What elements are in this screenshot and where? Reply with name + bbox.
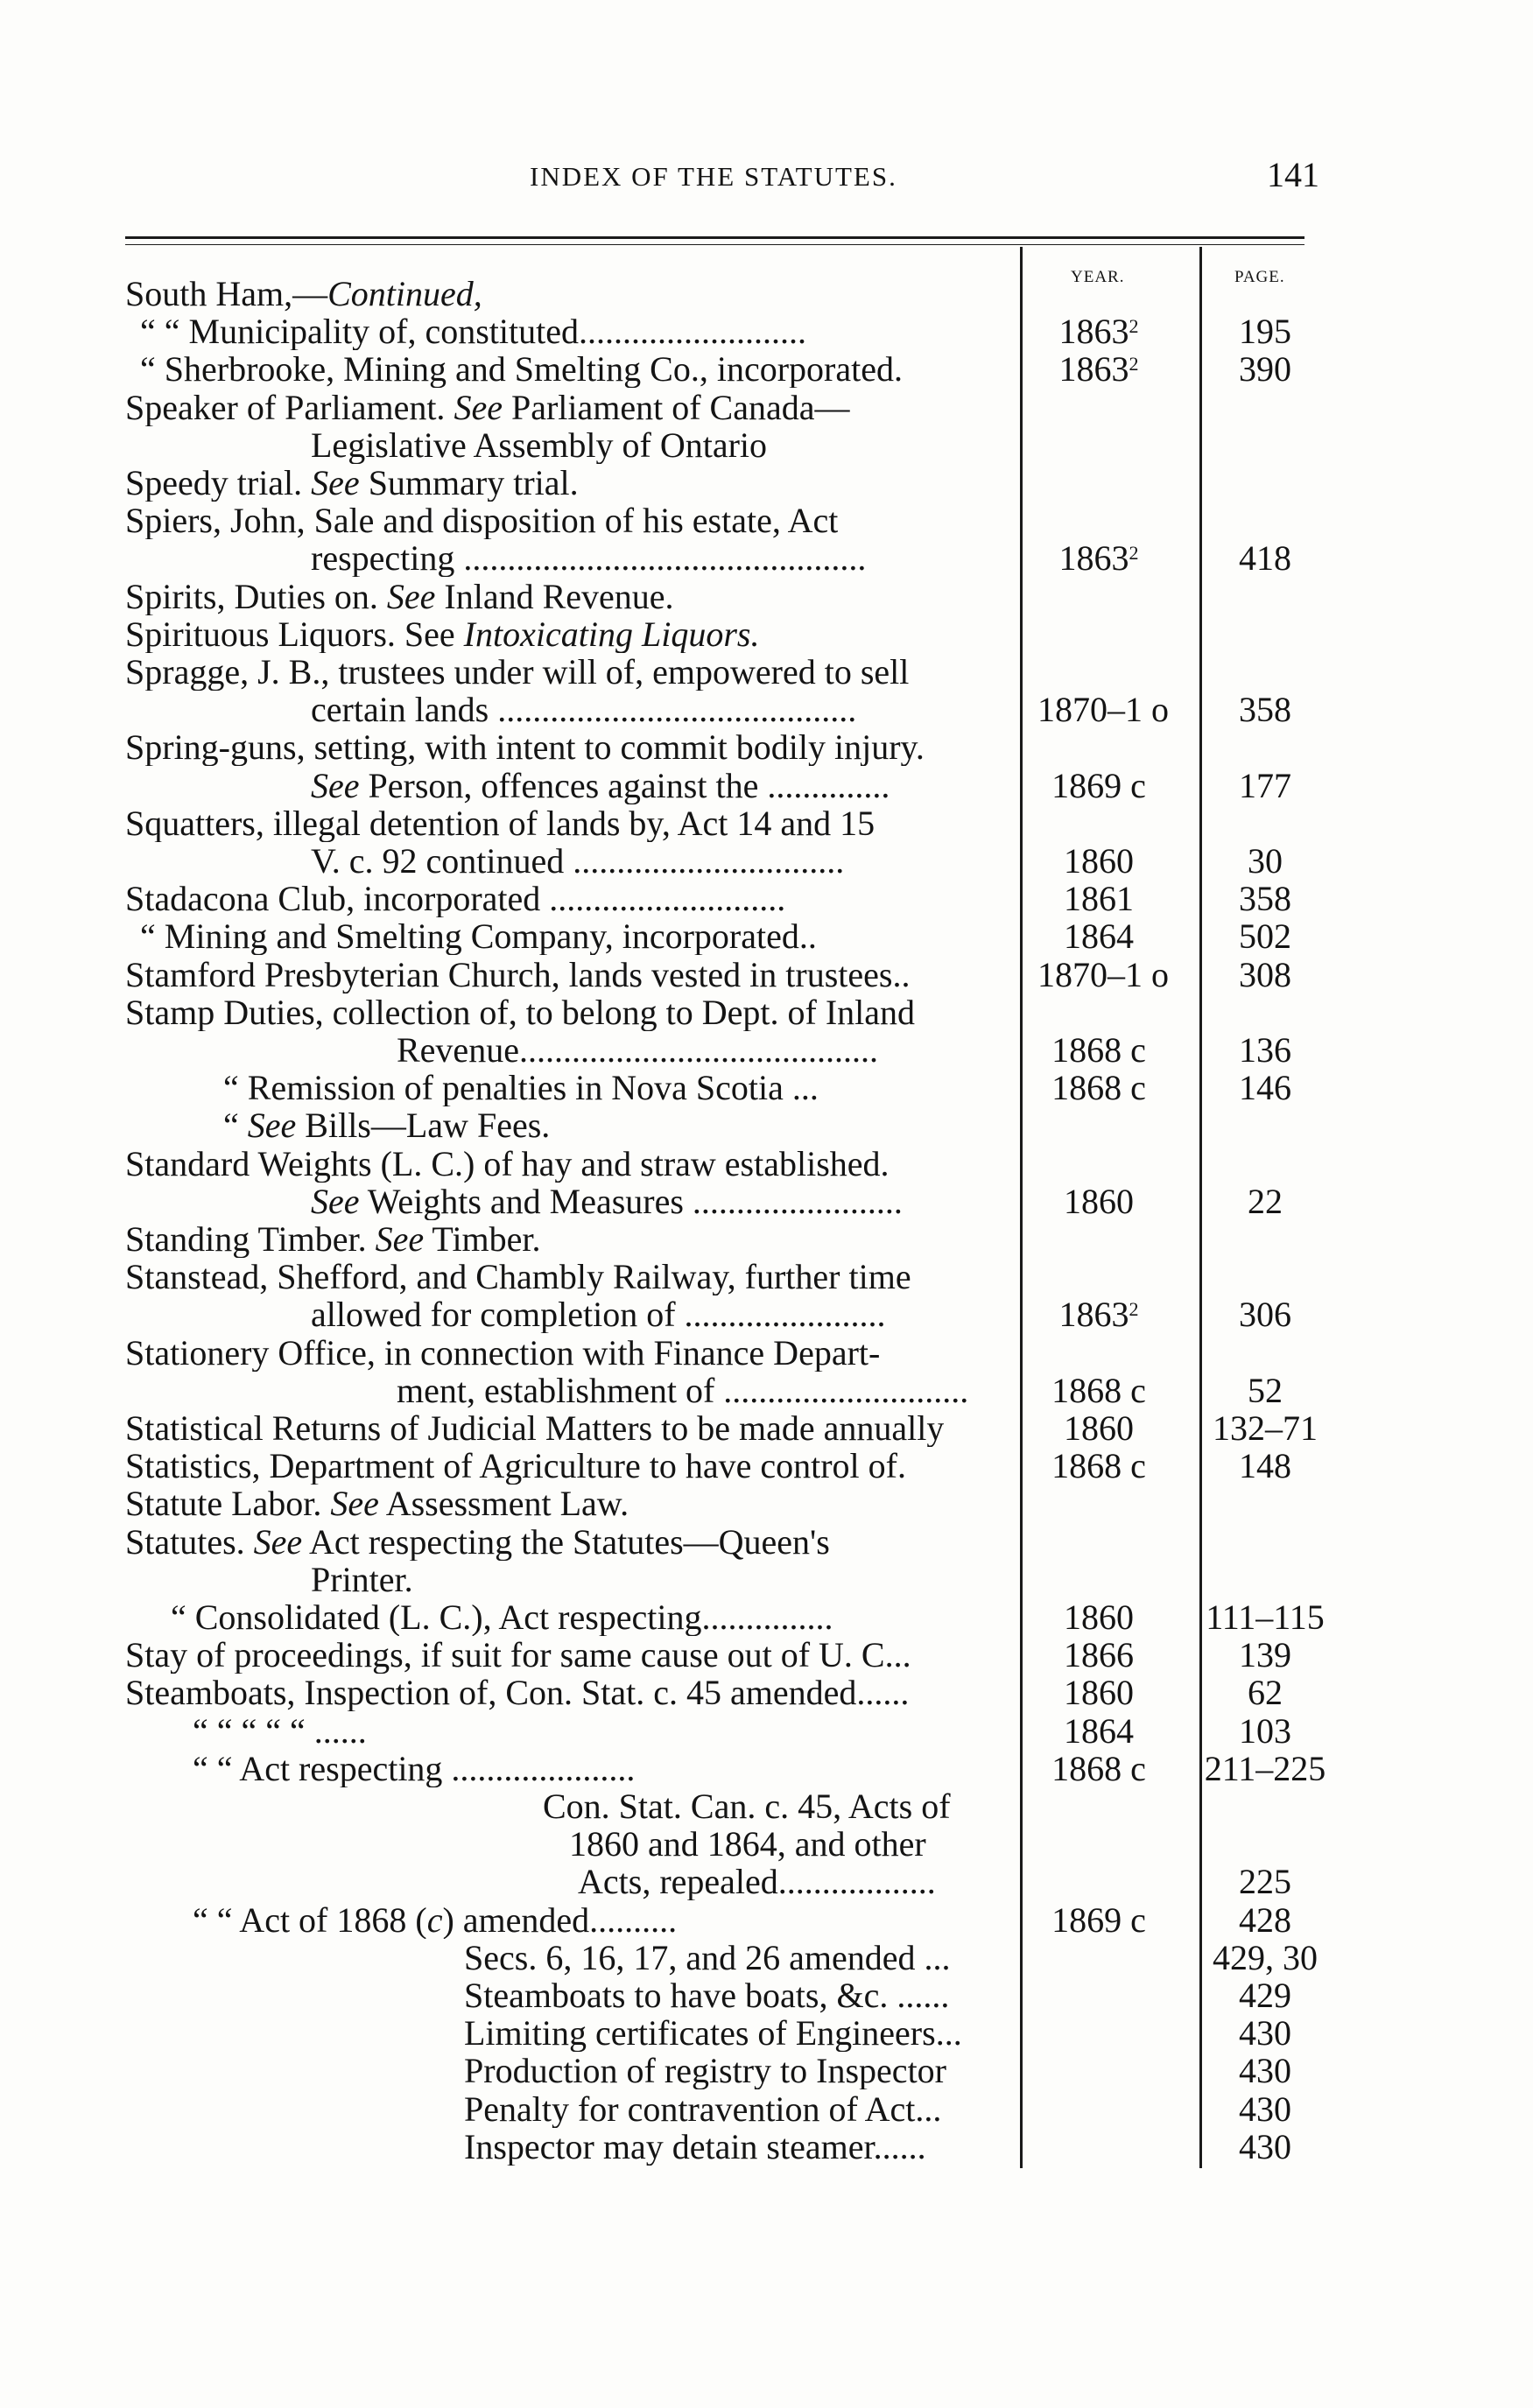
- entry-page: 429: [1239, 1976, 1291, 2015]
- entry-text-main: Legislative Assembly of Ontario: [311, 425, 768, 464]
- entry-year-superscript: 2: [1129, 1298, 1139, 1321]
- index-entry: [0, 502, 1533, 539]
- entry-text: [311, 767, 890, 804]
- index-entry: [0, 615, 1533, 653]
- entry-year-value: 1868 c: [1051, 1068, 1146, 1108]
- entry-year-value: 1863: [1058, 538, 1129, 579]
- entry-text-main: Squatters, illegal detention of lands by, Act 14 and 15: [125, 804, 875, 842]
- entry-text: [125, 956, 910, 993]
- entry-year-value: 1863: [1058, 1295, 1129, 1335]
- entry-text-main: Stay of proceedings, if suit for same cause out of U. C...: [125, 1636, 911, 1674]
- entry-text: [125, 502, 838, 539]
- entry-page: 139: [1239, 1635, 1291, 1675]
- entry-text: [125, 1485, 629, 1522]
- entry-text-main: “ Remission of penalties in Nova Scotia ...: [223, 1069, 819, 1107]
- entry-text: [140, 350, 903, 388]
- entry-text-italic: See: [247, 1106, 297, 1145]
- index-entry: [0, 956, 1533, 993]
- entry-text-main: “ “ Act of 1868 (: [193, 1900, 427, 1939]
- entry-text-main: Acts, repealed..................: [578, 1863, 936, 1901]
- entry-text: [464, 2090, 941, 2128]
- entry-text-tail: Inland Revenue.: [435, 577, 674, 615]
- running-title: INDEX OF THE STATUTES.: [530, 161, 897, 192]
- index-entry: [0, 767, 1533, 804]
- entry-year: [1037, 1750, 1160, 1787]
- entry-year: [1037, 1295, 1160, 1333]
- entry-year: [1037, 1183, 1160, 1220]
- entry-year-value: 1866: [1064, 1635, 1134, 1675]
- entry-text-italic: See: [386, 577, 436, 615]
- index-entry: [0, 1976, 1533, 2014]
- index-entry: [0, 1220, 1533, 1258]
- index-entry: [0, 578, 1533, 615]
- entry-page: 225: [1239, 1862, 1291, 1902]
- entry-year: [1037, 1674, 1160, 1711]
- entry-page: 429, 30: [1213, 1937, 1318, 1977]
- entry-text-main: Inspector may detain steamer......: [464, 2127, 926, 2166]
- index-entry: [0, 804, 1533, 842]
- entry-year-value: 1870–1 o: [1037, 954, 1169, 994]
- entry-page: 22: [1248, 1181, 1283, 1221]
- entry-page: 111–115: [1206, 1597, 1325, 1637]
- entry-year: [1037, 1372, 1160, 1409]
- entry-text: [578, 1863, 936, 1900]
- entry-text-main: Stamford Presbyterian Church, lands vested in trustees..: [125, 955, 911, 993]
- entry-year-value: 1868 c: [1051, 1748, 1146, 1788]
- index-entry: [0, 1106, 1533, 1144]
- entry-text-main: Stamp Duties, collection of, to belong to Dept. of Inland: [125, 993, 916, 1031]
- entry-year: [1037, 1031, 1160, 1069]
- entry-text: [569, 1825, 926, 1863]
- entry-text-tail: Timber.: [424, 1220, 541, 1258]
- entry-text: [464, 2128, 926, 2166]
- index-entry: [0, 1598, 1533, 1636]
- entry-text-main: Con. Stat. Can. c. 45, Acts of: [543, 1787, 951, 1825]
- entry-text: [125, 464, 579, 502]
- index-entry: [0, 1561, 1533, 1598]
- index-entry: [0, 312, 1533, 350]
- index-entry: [0, 1825, 1533, 1863]
- entry-text-main: Speedy trial.: [125, 464, 312, 502]
- entry-year: [1037, 880, 1160, 917]
- index-entry: [0, 1523, 1533, 1561]
- entry-text-main: Statistical Returns of Judicial Matters to be made annually: [125, 1409, 945, 1447]
- entry-text: [311, 1561, 413, 1598]
- entry-text: [125, 578, 674, 615]
- entry-page: 30: [1248, 841, 1283, 881]
- entry-year: [1037, 1636, 1160, 1674]
- entry-page: 430: [1239, 2126, 1291, 2166]
- entry-year: [1037, 539, 1160, 577]
- entry-text: [311, 1295, 886, 1333]
- entry-text-italic: See: [311, 766, 360, 804]
- index-entry: [0, 917, 1533, 955]
- entry-year-value: 1861: [1064, 879, 1134, 919]
- index-entry: [0, 728, 1533, 766]
- index-entry: [0, 2090, 1533, 2128]
- entry-text: [125, 1409, 944, 1447]
- entry-year: [1037, 1598, 1160, 1636]
- entry-text-main: respecting ..............................................: [311, 539, 867, 578]
- entry-text: [464, 2052, 946, 2089]
- entry-text-main: Spirituous Liquors. See: [125, 614, 464, 653]
- entry-text-tail: Weights and Measures ........................: [359, 1182, 903, 1220]
- entry-text: [125, 1447, 906, 1485]
- entry-text: [125, 1523, 830, 1561]
- entry-page: 177: [1239, 765, 1291, 805]
- entry-page: 306: [1239, 1295, 1291, 1335]
- index-entry: [0, 464, 1533, 502]
- entry-text-tail: Parliament of Canada—: [502, 388, 850, 426]
- index-entry: [0, 880, 1533, 917]
- entry-text-main: “ “ “ “ “ ......: [193, 1711, 367, 1750]
- entry-text-italic: See: [311, 464, 360, 502]
- entry-page: 428: [1239, 1899, 1291, 1940]
- entry-text: [140, 917, 817, 955]
- entry-page: 358: [1239, 879, 1291, 919]
- entry-text: [125, 1334, 880, 1372]
- entry-text-main: Steamboats to have boats, &c. ......: [464, 1976, 950, 2014]
- entry-text-italic: Intoxicating Liquors.: [463, 614, 760, 653]
- index-entry: [0, 350, 1533, 388]
- index-entry: [0, 653, 1533, 691]
- entry-text: [125, 1674, 909, 1711]
- entry-text: [311, 842, 844, 880]
- entry-text-tail: Assessment Law.: [378, 1485, 629, 1523]
- index-entry: [0, 842, 1533, 880]
- entry-text: [171, 1598, 833, 1636]
- entry-text-tail: Summary trial.: [359, 464, 579, 502]
- entry-text-main: Steamboats, Inspection of, Con. Stat. c. 45 amended......: [125, 1674, 910, 1712]
- entry-text: [125, 389, 850, 426]
- entry-text-main: V. c. 92 continued ...............................: [311, 842, 845, 880]
- entry-year-value: 1870–1 o: [1037, 690, 1169, 730]
- entry-text: [125, 653, 909, 691]
- index-entry: [0, 1295, 1533, 1333]
- entry-text-main: Stanstead, Shefford, and Chambly Railway, further time: [125, 1258, 911, 1296]
- entry-year-value: 1860: [1064, 841, 1134, 881]
- entry-text-italic: See: [253, 1522, 303, 1561]
- entry-year-value: 1869 c: [1051, 765, 1146, 805]
- entry-text-main: Limiting certificates of Engineers...: [464, 2014, 962, 2053]
- entry-text: [223, 1069, 819, 1106]
- entry-text-main: Spiers, John, Sale and disposition of his estate, Act: [125, 502, 839, 540]
- entry-text: [125, 993, 915, 1031]
- entry-year-value: 1868 c: [1051, 1446, 1146, 1486]
- entry-page: 358: [1239, 690, 1291, 730]
- entry-text-italic: See: [454, 388, 503, 426]
- entry-year: [1037, 312, 1160, 350]
- index-entry: [0, 993, 1533, 1031]
- entry-text: [125, 275, 482, 312]
- index-entry: [0, 1901, 1533, 1939]
- entry-text: [125, 615, 759, 653]
- index-entry: [0, 1447, 1533, 1485]
- entry-text-main: “ Mining and Smelting Company, incorporated..: [140, 917, 817, 956]
- entry-year-value: 1863: [1058, 349, 1129, 390]
- entry-text-main: Speaker of Parliament.: [125, 388, 454, 426]
- index-entry: [0, 1787, 1533, 1825]
- entry-text: [311, 1183, 903, 1220]
- index-entry: [0, 1712, 1533, 1750]
- index-entry: [0, 691, 1533, 728]
- entry-page: 502: [1239, 916, 1291, 957]
- entry-text-main: Stadacona Club, incorporated ...........................: [125, 880, 786, 918]
- entry-text: [125, 1636, 911, 1674]
- column-header-page: PAGE.: [1234, 268, 1285, 286]
- index-entry: [0, 1183, 1533, 1220]
- entry-text: [397, 1372, 968, 1409]
- entry-year-value: 1860: [1064, 1673, 1134, 1713]
- entry-page: 430: [1239, 2089, 1291, 2129]
- entry-page: 211–225: [1204, 1748, 1326, 1788]
- entry-page: 146: [1239, 1068, 1291, 1108]
- index-entry: [0, 2014, 1533, 2052]
- entry-year: [1037, 350, 1160, 388]
- entry-text-italic: See: [330, 1485, 379, 1523]
- entry-text: [193, 1750, 635, 1787]
- entry-text: [311, 426, 767, 464]
- index-entry: [0, 1863, 1533, 1900]
- index-entry: [0, 1145, 1533, 1183]
- column-header-year: YEAR.: [1071, 268, 1125, 286]
- entry-year: [1037, 1447, 1160, 1485]
- entry-text-tail: Bills—Law Fees.: [296, 1106, 551, 1145]
- entry-text: [464, 2014, 962, 2052]
- entry-text: [125, 1220, 541, 1258]
- index-entry: [0, 1258, 1533, 1295]
- entry-text-main: Standard Weights (L. C.) of hay and straw established.: [125, 1144, 890, 1183]
- index-entry: [0, 1750, 1533, 1787]
- entry-text: [125, 804, 875, 842]
- entry-text-tail: Person, offences against the ..............: [359, 766, 890, 804]
- index-entry: [0, 1372, 1533, 1409]
- entry-text-italic: Continued,: [327, 275, 482, 312]
- entry-text: [125, 880, 785, 917]
- entry-text-main: “ Consolidated (L. C.), Act respecting...............: [171, 1598, 833, 1636]
- entry-text-tail: ) amended..........: [442, 1900, 678, 1939]
- entry-year-value: 1860: [1064, 1181, 1134, 1221]
- entry-year-value: 1864: [1064, 916, 1134, 957]
- entry-text-main: Secs. 6, 16, 17, and 26 amended ...: [464, 1938, 951, 1976]
- index-entry: [0, 1636, 1533, 1674]
- entry-page: 430: [1239, 2051, 1291, 2091]
- entry-text: [223, 1106, 550, 1144]
- page-number: 141: [1267, 155, 1319, 194]
- entry-year-superscript: 2: [1129, 315, 1139, 338]
- index-entry: [0, 539, 1533, 577]
- entry-page: 103: [1239, 1710, 1291, 1751]
- entry-text-main: Spirits, Duties on.: [125, 577, 387, 615]
- entry-text-main: Penalty for contravention of Act...: [464, 2089, 942, 2128]
- index-entry: [0, 1334, 1533, 1372]
- index-entry: [0, 2052, 1533, 2089]
- entry-text-main: “ “ Act respecting .....................: [193, 1749, 636, 1787]
- entry-text-main: allowed for completion of .......................: [311, 1295, 886, 1334]
- entry-year: [1037, 1901, 1160, 1939]
- entry-year-superscript: 2: [1129, 542, 1139, 565]
- entry-text: [464, 1976, 949, 2014]
- index-entry: [0, 389, 1533, 426]
- entry-text-italic: See: [375, 1220, 425, 1258]
- entry-text-main: Spragge, J. B., trustees under will of, empowered to sell: [125, 653, 910, 691]
- entry-text-main: 1860 and 1864, and other: [569, 1825, 926, 1864]
- entry-text-main: Statutes.: [125, 1522, 254, 1561]
- entry-text: [125, 1258, 911, 1295]
- entry-text-italic: c: [426, 1900, 443, 1939]
- entry-text: [125, 1145, 890, 1183]
- entry-year: [1037, 954, 1169, 994]
- entry-text-main: “: [223, 1106, 248, 1145]
- entry-text: [543, 1787, 951, 1825]
- entry-text: [397, 1031, 878, 1069]
- entry-text-main: Production of registry to Inspector: [464, 2052, 946, 2090]
- entry-page: 132–71: [1213, 1408, 1318, 1448]
- entry-text: [464, 1939, 950, 1976]
- entry-year-value: 1860: [1064, 1597, 1134, 1637]
- entry-year: [1037, 917, 1160, 955]
- entry-text-main: Printer.: [311, 1560, 413, 1598]
- entry-year: [1037, 842, 1160, 880]
- entry-page: 52: [1248, 1370, 1283, 1410]
- entry-year-value: 1860: [1064, 1408, 1134, 1448]
- index-entry: [0, 1939, 1533, 1976]
- entry-text-main: “ Sherbrooke, Mining and Smelting Co., incorporated.: [140, 350, 903, 389]
- entry-year-superscript: 2: [1129, 353, 1139, 376]
- entry-year-value: 1864: [1064, 1710, 1134, 1751]
- entry-year-value: 1868 c: [1051, 1370, 1146, 1410]
- index-entry: [0, 1674, 1533, 1711]
- entry-year: [1037, 1069, 1160, 1106]
- entry-text-main: ment, establishment of ............................: [397, 1371, 969, 1409]
- entry-text: [140, 312, 806, 350]
- index-entry: [0, 2128, 1533, 2166]
- index-entry: [0, 1069, 1533, 1106]
- entry-text-main: certain lands .........................................: [311, 691, 857, 729]
- entry-page: 308: [1239, 954, 1291, 994]
- index-entry: [0, 1409, 1533, 1447]
- entry-year: [1037, 767, 1160, 804]
- entry-page: 430: [1239, 2013, 1291, 2053]
- entry-page: 195: [1239, 312, 1291, 352]
- entry-page: 418: [1239, 538, 1291, 579]
- entry-text-main: South Ham,—: [125, 275, 328, 312]
- index-entry: [0, 1485, 1533, 1522]
- entry-page: 148: [1239, 1446, 1291, 1486]
- top-rule-thin: [125, 244, 1304, 245]
- entry-text-main: Standing Timber.: [125, 1220, 376, 1258]
- entry-year-value: 1863: [1058, 312, 1129, 352]
- index-entry: [0, 1031, 1533, 1069]
- index-entry: [0, 275, 1533, 312]
- entry-text-main: “ “ Municipality of, constituted..........................: [140, 312, 806, 351]
- entry-text-main: Spring-guns, setting, with intent to commit bodily injury.: [125, 728, 925, 767]
- entry-text: [193, 1901, 677, 1939]
- entry-text-tail: Act respecting the Statutes—Queen's: [302, 1522, 830, 1561]
- entry-year: [1037, 1712, 1160, 1750]
- entry-year: [1037, 1409, 1160, 1447]
- entry-text: [193, 1712, 367, 1750]
- entry-page: 136: [1239, 1030, 1291, 1070]
- entry-year: [1037, 690, 1169, 730]
- top-rule: [125, 236, 1304, 239]
- entry-text: [125, 728, 925, 766]
- entry-text-main: Statistics, Department of Agriculture to have control of.: [125, 1447, 906, 1485]
- entry-year-value: 1868 c: [1051, 1030, 1146, 1070]
- entry-text-main: Statute Labor.: [125, 1485, 331, 1523]
- entry-text: [311, 539, 866, 577]
- entry-page: 62: [1248, 1673, 1283, 1713]
- entry-year-value: 1869 c: [1051, 1899, 1146, 1940]
- entry-text: [311, 691, 856, 728]
- entry-page: 390: [1239, 349, 1291, 390]
- entry-text-italic: See: [311, 1182, 360, 1220]
- index-entry: [0, 426, 1533, 464]
- entry-text-main: Revenue.........................................: [397, 1031, 878, 1069]
- entry-text-main: Stationery Office, in connection with Finance Depart-: [125, 1333, 881, 1372]
